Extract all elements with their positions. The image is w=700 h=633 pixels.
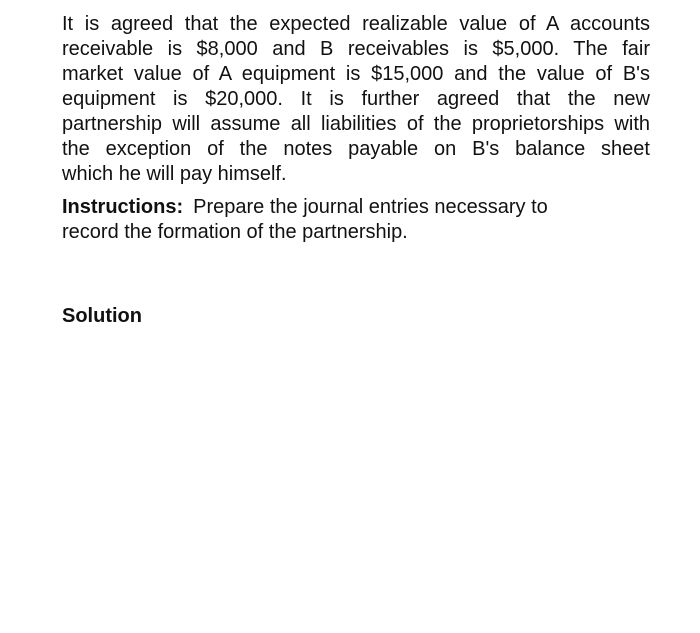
instructions-label: Instructions:	[62, 196, 184, 218]
instructions-first-line	[62, 195, 650, 220]
paragraph-line: partnership will assume all liabilities of the proprietorships with	[62, 113, 650, 135]
paragraph-line: equipment is $20,000. It is further agreed that the new	[62, 88, 650, 110]
agreement-paragraph	[62, 12, 650, 187]
paragraph-line: market value of A equipment is $15,000 and the value of B's	[62, 63, 650, 85]
instructions-text-line2: record the formation of the partnership.	[62, 221, 408, 243]
instructions-block	[62, 195, 650, 245]
paragraph-line: which he will pay himself.	[62, 163, 287, 185]
paragraph-line: the exception of the notes payable on B's balance sheet	[62, 138, 650, 160]
document-body	[62, 12, 650, 245]
instructions-text-line1: Prepare the journal entries necessary to	[193, 196, 548, 218]
paragraph-line: It is agreed that the expected realizable value of A accounts	[62, 13, 650, 35]
paragraph-line: receivable is $8,000 and B receivables is $5,000. The fair	[62, 38, 650, 60]
solution-heading: Solution	[62, 305, 142, 327]
